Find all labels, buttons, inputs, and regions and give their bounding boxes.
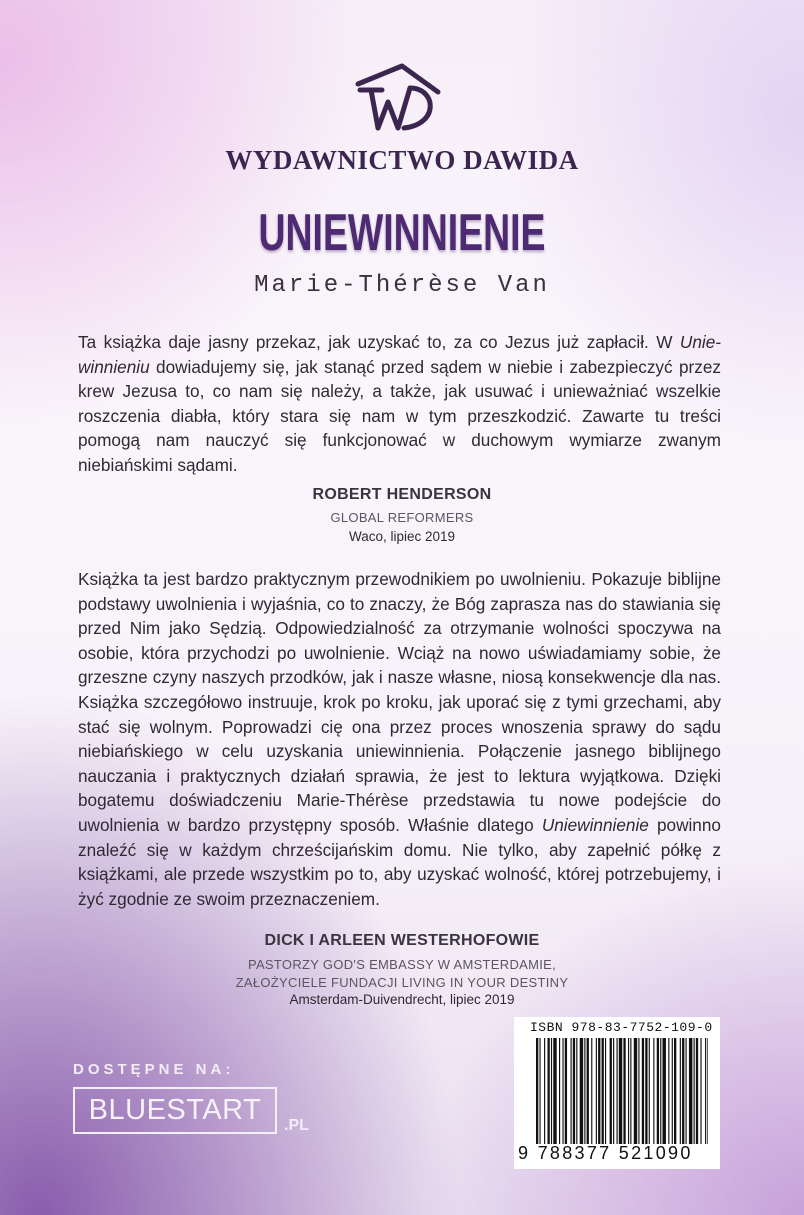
publisher-logo	[352, 62, 444, 136]
endorser-2-place-date: Amsterdam-Duivendrecht, lipiec 2019	[289, 992, 515, 1007]
bluestart-store-link[interactable]	[73, 1087, 277, 1134]
endorsement-text-2	[78, 567, 721, 911]
barcode-bar	[630, 1038, 631, 1144]
barcode-bar	[576, 1038, 577, 1144]
endorser-2-name: DICK I ARLEEN WESTERHOFOWIE	[264, 932, 540, 949]
barcode-bar	[705, 1038, 706, 1144]
barcode-bar	[617, 1038, 618, 1144]
barcode-bar	[596, 1038, 597, 1144]
endorser-2-organization-line2: ZAŁOŻYCIELE FUNDACJI LIVING IN YOUR DESTINY	[235, 975, 569, 990]
barcode-bar	[573, 1038, 575, 1144]
endorser-1-place-date: Waco, lipiec 2019	[348, 529, 456, 544]
endorsement-1-text-end: dowiadujemy się, jak stanąć przed sądem w niebie i zabezpieczyć przez krew Jezusa to, co nam się należy, a także, jak usuwać i unieważniać wszelkie roszczenia diabła, który stara się nam w tym przeszkodzić. Zawarte tu treści pomogą nam nauczyć się funkcjonować w duchowym wymiarze zwanym niebiańskimi sądami.	[78, 356, 721, 475]
barcode-bar	[619, 1038, 622, 1144]
barcode-bar	[580, 1038, 583, 1144]
barcode-bar	[660, 1038, 661, 1144]
publisher-name: WYDAWNICTWO DAWIDA	[225, 145, 579, 175]
barcode-bar	[551, 1038, 552, 1144]
endorser-2-organization-line1: PASTORZY GOD'S EMBASSY W AMSTERDAMIE,	[247, 957, 557, 972]
barcode-bar	[674, 1038, 676, 1144]
barcode-digits: 9 788377 521090	[518, 1143, 693, 1163]
barcode-bar	[613, 1038, 614, 1144]
barcode-bar	[610, 1038, 612, 1144]
barcode-bar	[686, 1038, 687, 1144]
endorsement-2-text-start: Książka ta jest bardzo praktycznym przewodnikiem po uwolnieniu. Pokazuje biblijne podstawy uwolnienia i wyjaśnia, co to znaczy, że Bóg zaprasza nas do stawiania się przed Nim jako Sędzią. Odpowiedzialność za otrzymanie wolności spoczywa na osobie, która przychodzi po uwolnienie. Wciąż na nowo uświadamiamy sobie, że grzeszne czyny naszych przodków, jak i nasze własne, niosą konsekwencje dla nas. Książka szczegółowo instruuje, krok po kroku, jak uporać się z tymi grzechami, aby stać się wolnym. Poprowadzi cię ona przez proces wnoszenia sprawy do sądu niebiańskiego w celu uzyskania uniewinnienia. Połączenie jasnego biblijnego nauczania i praktycznych działań sprawia, że jest to lektura wyjątkowa. Dzięki bogatemu doświadczeniu Marie-Thérèse przedstawia tu nowe podejście do uwolnienia w bardzo przystępny sposób. Właśnie dlatego	[78, 569, 721, 835]
barcode-bar	[689, 1038, 692, 1144]
barcode-bar	[553, 1038, 556, 1144]
barcode-bar	[680, 1038, 681, 1144]
book-author: Marie-Thérèse Van	[254, 272, 550, 299]
endorsement-1-text-start: Ta książka daje jasny przekaz, jak uzyskać to, za co Jezus już zapłacił. W	[78, 332, 680, 352]
barcode-bar	[623, 1038, 625, 1144]
barcode-bar	[649, 1038, 650, 1144]
barcode-bar	[628, 1038, 629, 1144]
barcode-bar	[663, 1038, 666, 1144]
barcode-bar	[653, 1038, 654, 1144]
wd-house-logo-icon	[352, 62, 444, 136]
barcode-bar	[696, 1038, 698, 1144]
barcode-bar	[559, 1038, 560, 1144]
barcode-bar	[707, 1038, 708, 1144]
barcode-icon	[536, 1038, 708, 1144]
barcode-bar	[700, 1038, 701, 1144]
barcode-bar	[544, 1038, 545, 1144]
barcode-bar	[694, 1038, 695, 1144]
barcode-bar	[548, 1038, 550, 1144]
barcode-bar	[602, 1038, 604, 1144]
endorser-1-name: ROBERT HENDERSON	[312, 486, 492, 503]
endorser-1-organization: GLOBAL REFORMERS	[330, 510, 474, 525]
endorsement-text-1	[78, 330, 721, 478]
book-title: UNIEWINNIENIE	[258, 204, 546, 262]
barcode-bar	[598, 1038, 600, 1144]
barcode-bar	[672, 1038, 673, 1144]
barcode-bar	[584, 1038, 585, 1144]
barcode-bar	[668, 1038, 669, 1144]
endorsement-1-book-title: Unie-winnieniu	[78, 332, 721, 377]
isbn-label: ISBN 978-83-7752-109-0	[530, 1020, 713, 1035]
barcode-bar	[536, 1038, 538, 1144]
barcode-bar	[562, 1038, 563, 1144]
barcode-bar	[657, 1038, 659, 1144]
available-at-label: DOSTĘPNE NA:	[73, 1061, 235, 1078]
barcode-bar	[587, 1038, 589, 1144]
barcode-bar	[565, 1038, 567, 1144]
barcode-bar	[682, 1038, 684, 1144]
barcode-bar	[638, 1038, 639, 1144]
bluestart-store-suffix: .PL	[284, 1117, 309, 1134]
barcode-bar	[645, 1038, 647, 1144]
barcode-bar	[605, 1038, 606, 1144]
endorsement-2-book-title: Uniewinnienie	[541, 814, 649, 835]
barcode-bar	[591, 1038, 592, 1144]
barcode-bar	[642, 1038, 644, 1144]
endorsement-2-text-end: powinno znaleźć się w każdym chrześcijańskim domu. Nie tylko, aby zapełnić półkę z książkami, ale przede wszystkim po to, aby uzyskać wolność, której potrzebujemy, i żyć zgodnie ze swoim przeznaczeniem.	[78, 814, 721, 909]
barcode-bar	[634, 1038, 637, 1144]
barcode-bar	[539, 1038, 540, 1144]
barcode-bar	[571, 1038, 572, 1144]
bluestart-store-name: BLUESTART	[88, 1094, 262, 1126]
